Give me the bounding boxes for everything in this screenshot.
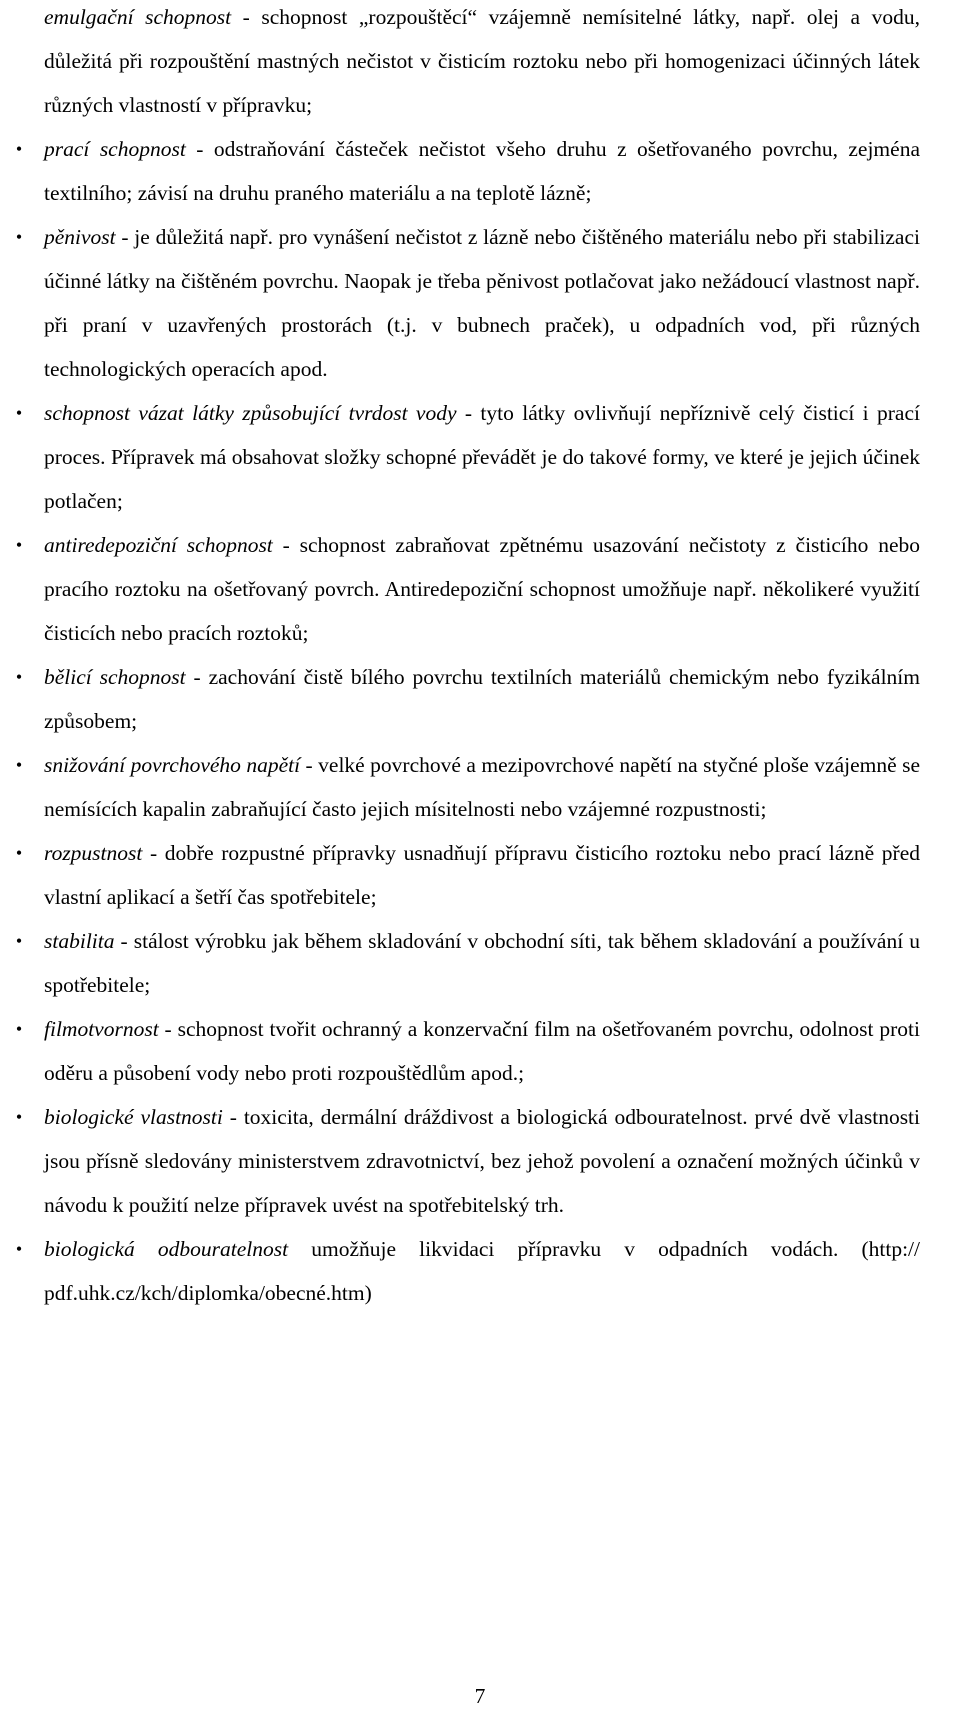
list-item <box>15 1227 920 1315</box>
bullet-icon: • <box>15 1019 23 1039</box>
list-item <box>15 215 920 391</box>
item-text: - toxicita, dermální dráždivost a biologická odbouratelnost. prvé dvě vlastnosti jsou přísně sledovány ministerstvem zdravotnictví, bez jehož povolení a označení možných účinků v návodu k použití nelze přípravek uvést na spotřebitelský trh. <box>44 1105 921 1217</box>
bullet-icon: • <box>15 403 23 423</box>
item-term: schopnost vázat látky způsobující tvrdost vody <box>44 401 457 425</box>
bullet-icon: • <box>15 667 23 687</box>
bullet-icon: • <box>15 227 23 247</box>
list-item <box>15 1007 920 1095</box>
list-item <box>15 127 920 215</box>
item-text: - schopnost tvořit ochranný a konzervační film na ošetřovaném povrchu, odolnost proti oděru a působení vody nebo proti rozpouštědlům apod.; <box>44 1017 920 1085</box>
bullet-icon: • <box>15 931 23 951</box>
item-text: - je důležitá např. pro vynášení nečistot z lázně nebo čištěného materiálu nebo při stabilizaci účinné látky na čištěném povrchu. Naopak je třeba pěnivost potlačovat jako nežádoucí vlastnost např. při praní v uzavřených prostorách (t.j. v bubnech praček), u odpadních vod, při různých technologických operacích apod. <box>44 225 920 381</box>
bullet-icon: • <box>15 1107 23 1127</box>
list-item <box>44 0 920 127</box>
list-item <box>15 655 920 743</box>
item-term: rozpustnost <box>44 841 143 865</box>
properties-list <box>15 0 921 1315</box>
bullet-icon: • <box>15 139 23 159</box>
list-item <box>15 831 920 919</box>
list-item <box>15 743 920 831</box>
item-term: stabilita <box>44 929 115 953</box>
list-item <box>15 523 920 655</box>
item-text: - schopnost „rozpouštěcí“ vzájemně nemísitelné látky, např. olej a vodu, důležitá při rozpouštění mastných nečistot v čisticím roztoku nebo při homogenizaci účinných látek různých vlastností v přípravku; <box>44 5 921 117</box>
item-text: - schopnost zabraňovat zpětnému usazování nečistoty z čisticího nebo pracího roztoku na ošetřovaný povrch. Antiredepoziční schopnost umožňuje např. několikeré využití čisticích nebo pracích roztoků; <box>44 533 920 645</box>
item-term: emulgační schopnost <box>44 5 232 29</box>
item-text: - stálost výrobku jak během skladování v obchodní síti, tak během skladování a používání u spotřebitele; <box>44 929 920 997</box>
list-item <box>15 1095 921 1227</box>
list-item <box>15 391 920 523</box>
item-text: - dobře rozpustné přípravky usnadňují přípravu čisticího roztoku nebo prací lázně před vlastní aplikací a šetří čas spotřebitele; <box>44 841 920 909</box>
item-text: - velké povrchové a mezipovrchové napětí na styčné ploše vzájemně se nemísících kapalin zabraňující často jejich mísitelnosti nebo vzájemné rozpustnosti; <box>44 753 920 821</box>
bullet-icon: • <box>15 535 23 555</box>
page-number: 7 <box>474 1684 486 1708</box>
item-term: biologická odbouratelnost <box>44 1237 289 1261</box>
bullet-icon: • <box>15 843 23 863</box>
item-term: biologické vlastnosti <box>44 1105 223 1129</box>
item-term: snižování povrchového napětí <box>44 753 301 777</box>
item-term: antiredepoziční schopnost <box>44 533 273 557</box>
item-text: - tyto látky ovlivňují nepříznivě celý čisticí i prací proces. Přípravek má obsahovat složky schopné převádět je do takové formy, ve které je jejich účinek potlačen; <box>44 401 920 513</box>
item-term: prací schopnost <box>44 137 186 161</box>
bullet-icon: • <box>15 1239 23 1259</box>
item-text: umožňuje likvidaci přípravku v odpadních vodách. (http:// pdf.uhk.cz/kch/diplomka/obecné.htm) <box>44 1237 920 1305</box>
item-text: - zachování čistě bílého povrchu textilních materiálů chemickým nebo fyzikálním způsobem; <box>44 665 920 733</box>
item-term: filmotvornost <box>44 1017 159 1041</box>
item-term: pěnivost <box>44 225 116 249</box>
bullet-icon: • <box>15 755 23 775</box>
item-text: - odstraňování částeček nečistot všeho druhu z ošetřovaného povrchu, zejména textilního; závisí na druhu praného materiálu a na teplotě lázně; <box>44 137 920 205</box>
item-term: bělicí schopnost <box>44 665 186 689</box>
list-item <box>15 919 920 1007</box>
